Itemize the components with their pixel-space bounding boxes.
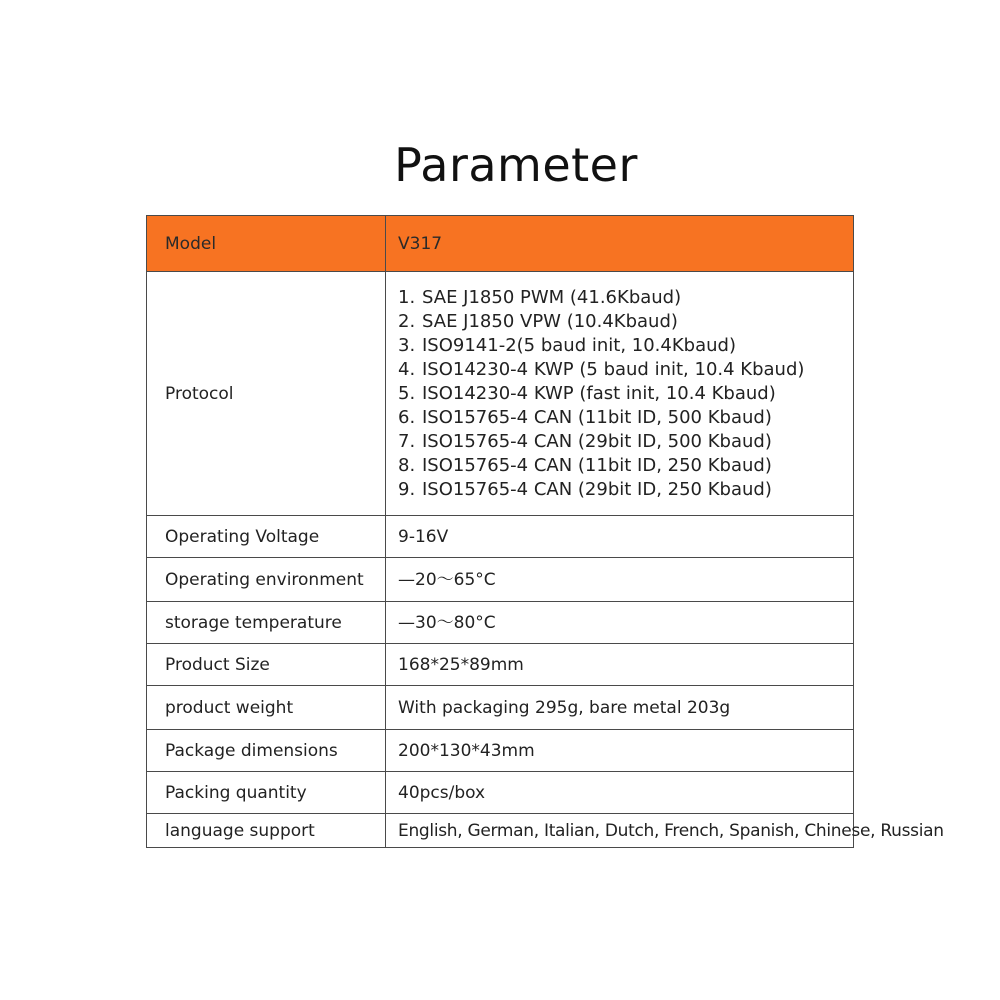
package-label: Package dimensions	[147, 730, 386, 772]
table-row-voltage	[147, 516, 854, 558]
protocol-item: 2. SAE J1850 VPW (10.4Kbaud)	[398, 310, 678, 332]
voltage-value: 9-16V	[386, 516, 854, 558]
language-value: English, German, Italian, Dutch, French, Spanish, Chinese, Russian	[386, 814, 854, 848]
table-row-storage	[147, 602, 854, 644]
weight-value: With packaging 295g, bare metal 203g	[386, 686, 854, 730]
storage-value: —30～80°C	[386, 602, 854, 644]
model-label: Model	[147, 216, 386, 272]
environment-label: Operating environment	[147, 558, 386, 602]
page-title: Parameter	[394, 138, 638, 192]
storage-label: storage temperature	[147, 602, 386, 644]
size-value: 168*25*89mm	[386, 644, 854, 686]
protocol-item: 3. ISO9141-2(5 baud init, 10.4Kbaud)	[398, 334, 736, 356]
table-row-size	[147, 644, 854, 686]
parameter-table	[146, 215, 944, 848]
protocol-item: 9. ISO15765-4 CAN (29bit ID, 250 Kbaud)	[398, 478, 772, 500]
protocol-item: 1. SAE J1850 PWM (41.6Kbaud)	[398, 286, 682, 308]
protocol-label: Protocol	[147, 272, 386, 516]
protocol-item: 7. ISO15765-4 CAN (29bit ID, 500 Kbaud)	[398, 430, 772, 452]
protocol-item: 5. ISO14230-4 KWP (fast init, 10.4 Kbaud)	[398, 382, 776, 404]
weight-label: product weight	[147, 686, 386, 730]
table-row-package	[147, 730, 854, 772]
quantity-label: Packing quantity	[147, 772, 386, 814]
protocol-value	[386, 272, 854, 516]
size-label: Product Size	[147, 644, 386, 686]
protocol-item: 8. ISO15765-4 CAN (11bit ID, 250 Kbaud)	[398, 454, 772, 476]
table-row-model	[147, 216, 854, 272]
protocol-item: 6. ISO15765-4 CAN (11bit ID, 500 Kbaud)	[398, 406, 772, 428]
model-value: V317	[386, 216, 854, 272]
language-label: language support	[147, 814, 386, 848]
environment-value: —20～65°C	[386, 558, 854, 602]
table-row-protocol	[147, 272, 854, 516]
table-row-language	[147, 814, 854, 848]
quantity-value: 40pcs/box	[386, 772, 854, 814]
voltage-label: Operating Voltage	[147, 516, 386, 558]
table-row-quantity	[147, 772, 854, 814]
protocol-list	[398, 286, 853, 502]
table-row-weight	[147, 686, 854, 730]
package-value: 200*130*43mm	[386, 730, 854, 772]
protocol-item: 4. ISO14230-4 KWP (5 baud init, 10.4 Kbaud)	[398, 358, 805, 380]
table-row-environment	[147, 558, 854, 602]
